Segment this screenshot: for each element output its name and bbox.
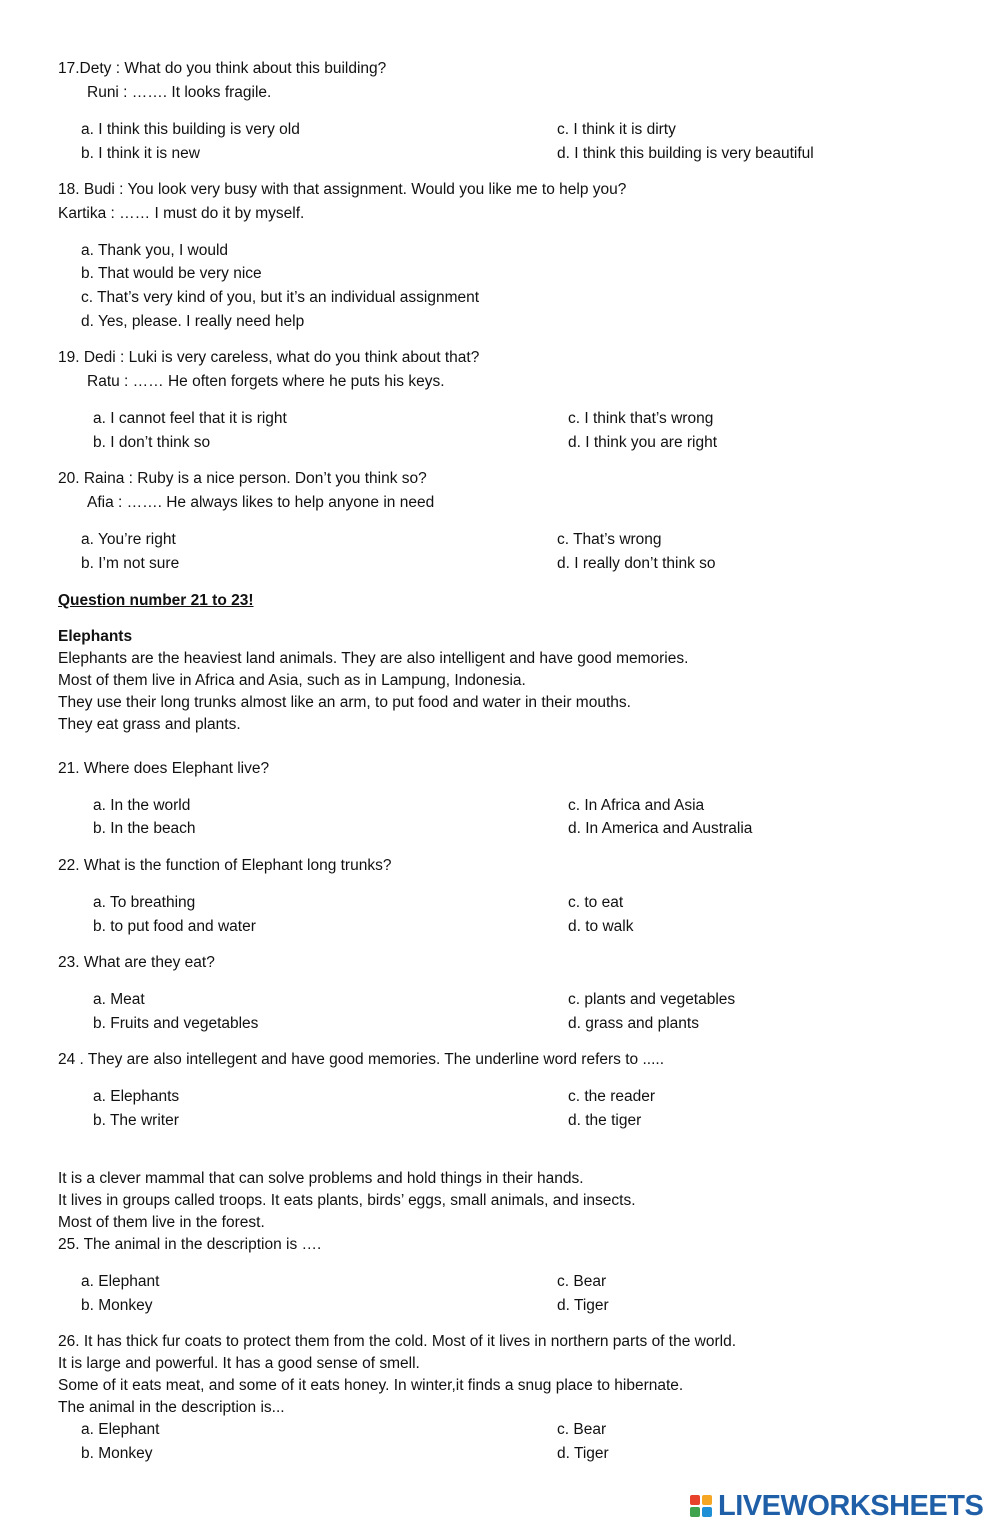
option-25d[interactable]: d. Tiger <box>557 1297 609 1314</box>
question-17: 17.Dety : What do you think about this building? <box>58 60 387 77</box>
option-19c[interactable]: c. I think that’s wrong <box>568 410 714 427</box>
option-17c[interactable]: c. I think it is dirty <box>557 121 676 138</box>
question-20: 20. Raina : Ruby is a nice person. Don’t you think so? <box>58 470 427 487</box>
reply-19: Ratu : …… He often forgets where he puts his keys. <box>87 373 445 390</box>
option-24d[interactable]: d. the tiger <box>568 1112 642 1129</box>
logo-blocks-icon <box>690 1495 712 1517</box>
option-26a[interactable]: a. Elephant <box>81 1421 160 1438</box>
option-26d[interactable]: d. Tiger <box>557 1445 609 1462</box>
option-24b[interactable]: b. The writer <box>93 1112 179 1129</box>
description-line: It is large and powerful. It has a good sense of smell. <box>58 1355 420 1372</box>
option-19b[interactable]: b. I don’t think so <box>93 434 211 451</box>
option-19a[interactable]: a. I cannot feel that it is right <box>93 410 287 427</box>
description-line: Some of it eats meat, and some of it eats honey. In winter,it finds a snug place to hibernate. <box>58 1377 684 1394</box>
option-18a[interactable]: a. Thank you, I would <box>81 242 229 259</box>
option-21c[interactable]: c. In Africa and Asia <box>568 797 705 814</box>
description-line: It is a clever mammal that can solve problems and hold things in their hands. <box>58 1170 584 1187</box>
question-22: 22. What is the function of Elephant long trunks? <box>58 857 392 874</box>
reply-18: Kartika : …… I must do it by myself. <box>58 205 305 222</box>
option-22a[interactable]: a. To breathing <box>93 894 196 911</box>
question-24: 24 . They are also intellegent and have good memories. The underline word refers to ..... <box>58 1051 664 1068</box>
passage-line: They eat grass and plants. <box>58 716 241 733</box>
description-line: Most of them live in the forest. <box>58 1214 265 1231</box>
option-23a[interactable]: a. Meat <box>93 991 145 1008</box>
reply-20: Afia : ……. He always likes to help anyone in need <box>87 494 435 511</box>
question-19: 19. Dedi : Luki is very careless, what do you think about that? <box>58 349 480 366</box>
passage-title: Elephants <box>58 628 133 645</box>
question-18: 18. Budi : You look very busy with that assignment. Would you like me to help you? <box>58 181 627 198</box>
option-17d[interactable]: d. I think this building is very beautiful <box>557 145 814 162</box>
passage-line: Elephants are the heaviest land animals. They are also intelligent and have good memories. <box>58 650 689 667</box>
option-21a[interactable]: a. In the world <box>93 797 191 814</box>
option-18c[interactable]: c. That’s very kind of you, but it’s an individual assignment <box>81 289 480 306</box>
option-23c[interactable]: c. plants and vegetables <box>568 991 736 1008</box>
option-26b[interactable]: b. Monkey <box>81 1445 153 1462</box>
question-25: 25. The animal in the description is …. <box>58 1236 322 1253</box>
option-25b[interactable]: b. Monkey <box>81 1297 153 1314</box>
option-17b[interactable]: b. I think it is new <box>81 145 200 162</box>
option-22b[interactable]: b. to put food and water <box>93 918 256 935</box>
option-18b[interactable]: b. That would be very nice <box>81 265 262 282</box>
logo-text: LIVEWORKSHEETS <box>718 1489 984 1522</box>
reply-17: Runi : ……. It looks fragile. <box>87 84 272 101</box>
description-line: It lives in groups called troops. It eats plants, birds’ eggs, small animals, and insects. <box>58 1192 636 1209</box>
question-23: 23. What are they eat? <box>58 954 215 971</box>
option-26c[interactable]: c. Bear <box>557 1421 607 1438</box>
passage-line: They use their long trunks almost like an arm, to put food and water in their mouths. <box>58 694 631 711</box>
option-21d[interactable]: d. In America and Australia <box>568 820 753 837</box>
option-20c[interactable]: c. That’s wrong <box>557 531 662 548</box>
passage-line: Most of them live in Africa and Asia, such as in Lampung, Indonesia. <box>58 672 526 689</box>
option-22c[interactable]: c. to eat <box>568 894 624 911</box>
option-20d[interactable]: d. I really don’t think so <box>557 555 716 572</box>
option-17a[interactable]: a. I think this building is very old <box>81 121 300 138</box>
option-24c[interactable]: c. the reader <box>568 1088 656 1105</box>
option-23b[interactable]: b. Fruits and vegetables <box>93 1015 259 1032</box>
option-23d[interactable]: d. grass and plants <box>568 1015 699 1032</box>
option-22d[interactable]: d. to walk <box>568 918 634 935</box>
description-line: The animal in the description is... <box>58 1399 285 1416</box>
option-25a[interactable]: a. Elephant <box>81 1273 160 1290</box>
option-24a[interactable]: a. Elephants <box>93 1088 180 1105</box>
option-19d[interactable]: d. I think you are right <box>568 434 718 451</box>
liveworksheets-logo <box>690 1490 983 1522</box>
question-21: 21. Where does Elephant live? <box>58 760 270 777</box>
option-21b[interactable]: b. In the beach <box>93 820 196 837</box>
section-heading: Question number 21 to 23! <box>58 592 254 609</box>
option-20a[interactable]: a. You’re right <box>81 531 176 548</box>
option-18d[interactable]: d. Yes, please. I really need help <box>81 313 305 330</box>
question-26: 26. It has thick fur coats to protect them from the cold. Most of it lives in northern parts of the world. <box>58 1333 736 1350</box>
option-25c[interactable]: c. Bear <box>557 1273 607 1290</box>
option-20b[interactable]: b. I’m not sure <box>81 555 180 572</box>
